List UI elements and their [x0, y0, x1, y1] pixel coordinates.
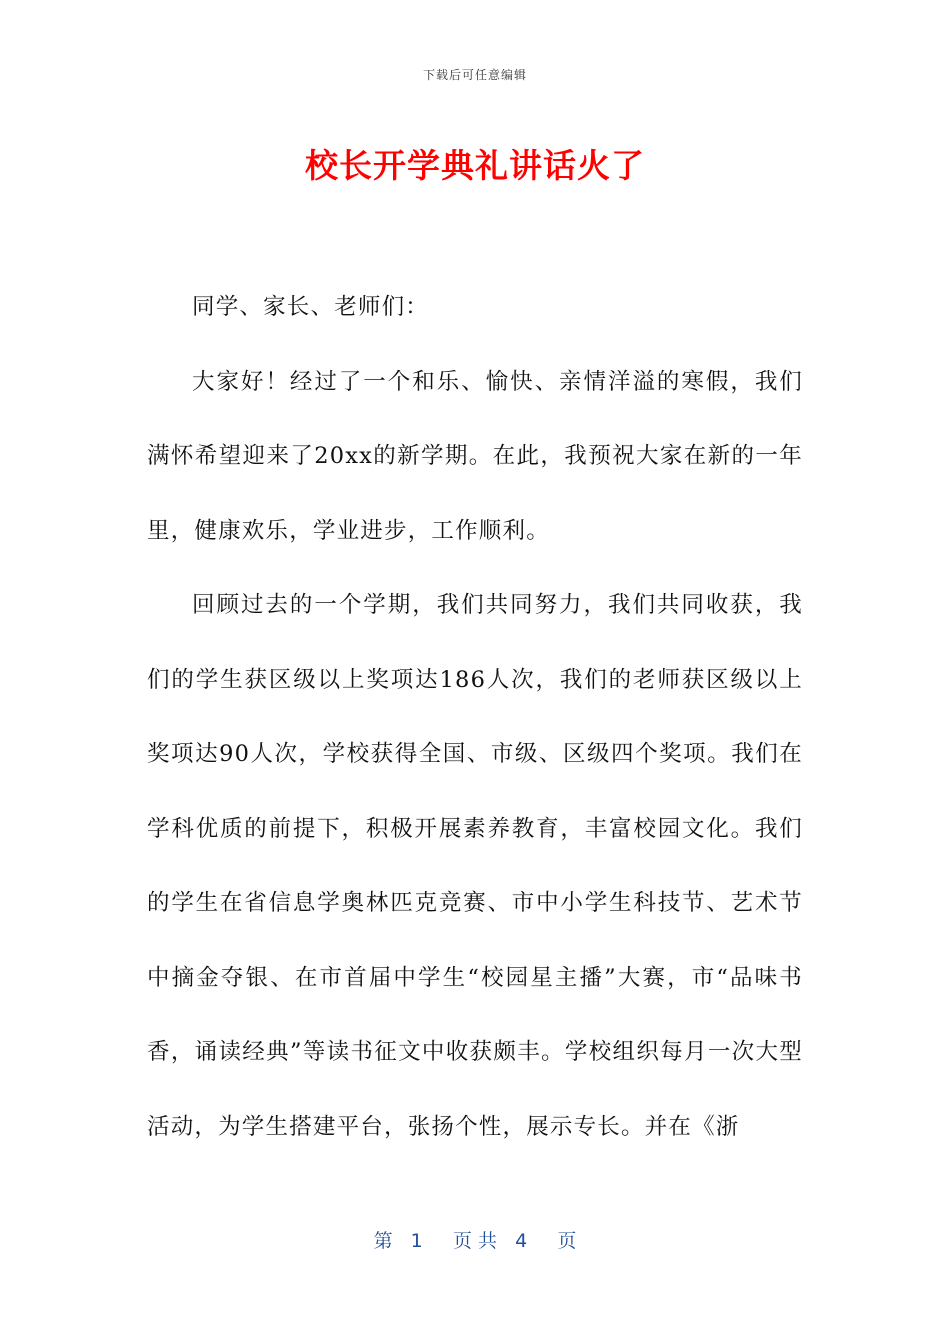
paragraph-greeting: 同学、家长、老师们：: [192, 294, 430, 320]
paragraph-review: 回顾过去的一个学期，我们共同努力，我们共同收获，我们的学生获区级以上奖项达186人次，我们的老师获区级以上奖项达90人次，学校获得全国、市级、区级四个奖项。我们在学科优质的前提下，积极开展素养教育，丰富校园文化。我们的学生在省信息学奥林匹克竞赛、市中小学生科技节、艺术节中摘金夺银、在市首届中学生“校园星主播”大赛，市“品味书香，诵读经典”等读书征文中收获颇丰。学校组织每月一次大型活动，为学生搭建平台，张扬个性，展示专长。并在《浙: [147, 592, 803, 1140]
document-body: [147, 270, 803, 1164]
paragraph-welcome: 大家好！经过了一个和乐、愉快、亲情洋溢的寒假，我们满怀希望迎来了20xx的新学期。在此，我预祝大家在新的一年里，健康欢乐，学业进步，工作顺利。: [147, 368, 803, 544]
page-number-footer: 第 1 页 共 4 页: [373, 1230, 577, 1252]
document-title: 校长开学典礼讲话火了: [305, 146, 645, 185]
page-header-note: 下载后可任意编辑: [422, 68, 527, 82]
